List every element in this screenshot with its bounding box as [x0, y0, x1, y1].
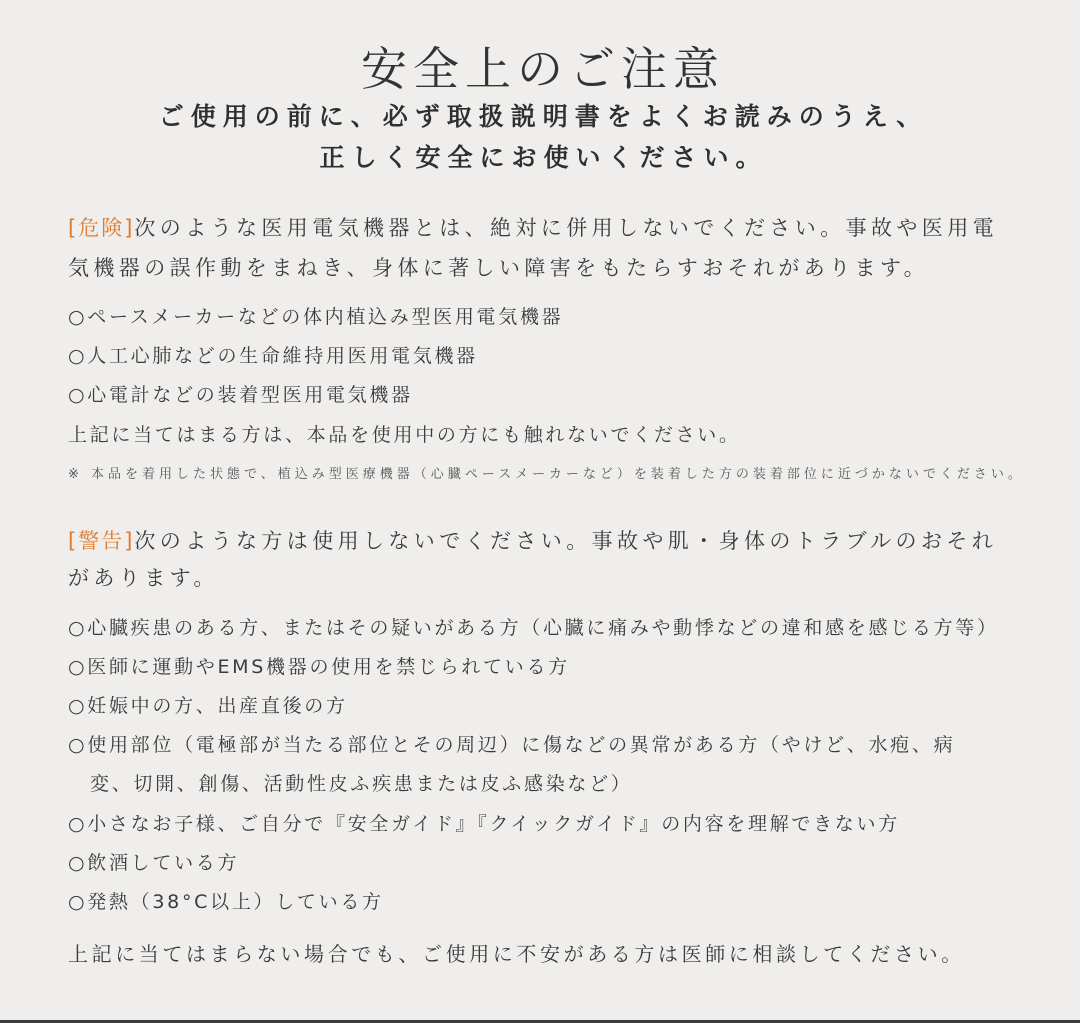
- danger-item: ○心電計などの装着型医用電気機器: [68, 384, 413, 406]
- warning-label: [警告]: [68, 529, 135, 553]
- warning-text-line-1: [68, 526, 997, 556]
- warning-item: ○飲酒している方: [68, 852, 240, 874]
- danger-item: ○人工心肺などの生命維持用医用電気機器: [68, 345, 478, 367]
- danger-after-text: 上記に当てはまる方は、本品を使用中の方にも触れないでください。: [68, 424, 741, 446]
- danger-note: ※ 本品を着用した状態で、植込み型医療機器（心臓ペースメーカーなど）を装着した方の装着部位に近づかないでください。: [68, 467, 1025, 482]
- warning-item-continuation: 変、切開、創傷、活動性皮ふ疾患または皮ふ感染など）: [90, 773, 633, 795]
- intro-line-1: ご使用の前に、必ず取扱説明書をよくお読みのうえ、: [158, 102, 929, 131]
- footer-text: 上記に当てはまらない場合でも、ご使用に不安がある方は医師に相談してください。: [68, 942, 965, 966]
- danger-text-line-2: 気機器の誤作動をまねき、身体に著しい障害をもたらすおそれがあります。: [68, 256, 930, 280]
- warning-text: 次のような方は使用しないでください。事故や肌・身体のトラブルのおそれ: [134, 529, 998, 553]
- intro-line-2: 正しく安全にお使いください。: [319, 143, 768, 172]
- warning-item: ○小さなお子様、ご自分で『安全ガイド』『クイックガイド』の内容を理解できない方: [68, 813, 900, 835]
- danger-label: [危険]: [68, 216, 135, 240]
- danger-item: ○ペースメーカーなどの体内植込み型医用電気機器: [68, 306, 564, 328]
- danger-text: 次のような医用電気機器とは、絶対に併用しないでください。事故や医用電: [134, 216, 998, 240]
- danger-text-line-1: [68, 213, 998, 243]
- warning-item: ○医師に運動やEMS機器の使用を禁じられている方: [68, 656, 570, 678]
- page-title: 安全上のご注意: [361, 41, 725, 96]
- warning-item: ○妊娠中の方、出産直後の方: [68, 695, 348, 717]
- warning-item: ○心臓疾患のある方、またはその疑いがある方（心臓に痛みや動悸などの違和感を感じる方等）: [68, 617, 999, 639]
- warning-item: ○使用部位（電極部が当たる部位とその周辺）に傷などの異常がある方（やけど、水疱、病: [68, 734, 956, 756]
- warning-item: ○発熱（38°C以上）している方: [68, 891, 384, 913]
- warning-text-line-2: があります。: [68, 566, 219, 590]
